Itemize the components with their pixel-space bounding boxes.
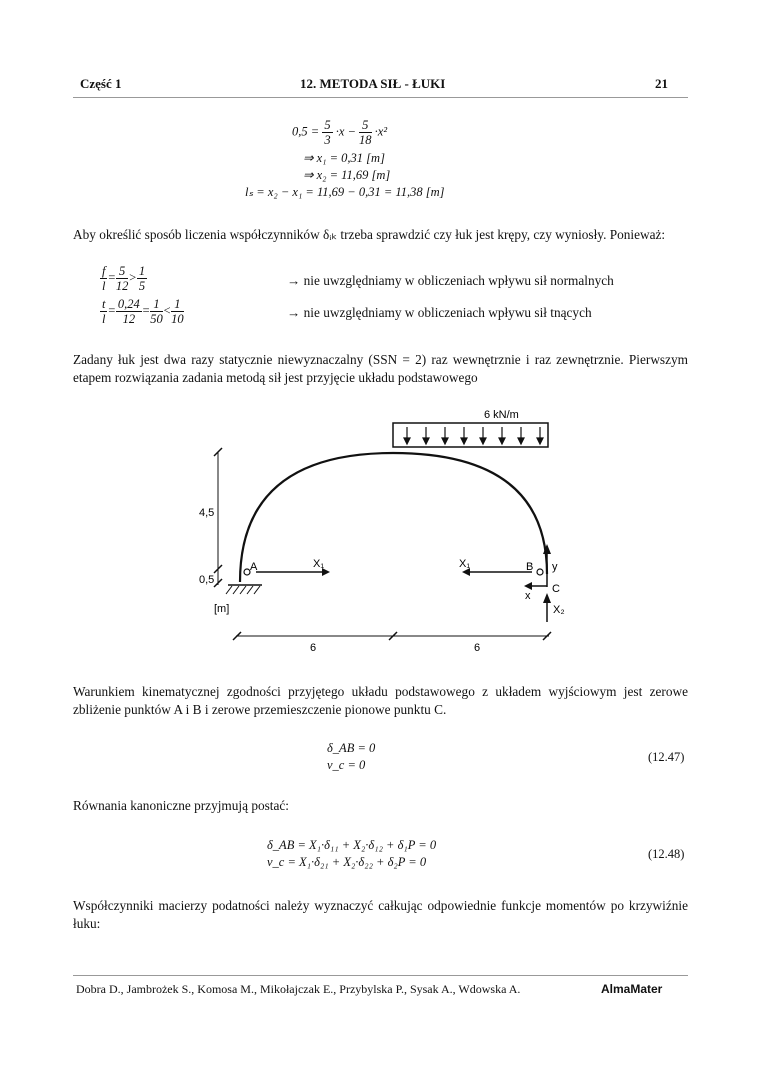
paragraph-canonical: Równania kanoniczne przyjmują postać: bbox=[73, 798, 290, 813]
load-box bbox=[393, 423, 548, 447]
load-arrows bbox=[404, 427, 543, 444]
footer-authors: Dobra D., Jambrożek S., Komosa M., Mikołajczak E., Przybylska P., Sysak A., Wdowska A. bbox=[76, 982, 521, 996]
height-label: 4,5 bbox=[199, 507, 215, 519]
condition-normal-forces: $\frac{f}{l}$ = $\frac{5}{12}$ > $\frac{1}{5}$ bbox=[102, 264, 146, 293]
paragraph-basic-system: Zadany łuk jest dwa razy statycznie niewyznaczalny (SSN = 2) raz wewnętrznie i raz zewnętrznie. Pierwszym etapem rozwiązania zadania metodą sił jest przyjęcie układu podstawowego bbox=[73, 352, 688, 385]
load-label: 6 kN/m bbox=[484, 409, 519, 421]
x1-left-label: X₁ bbox=[313, 558, 325, 570]
equation-ls: lₛ = x₂ − x₁ = 11,69 − 0,31 = 11,38 [m] bbox=[245, 185, 445, 199]
paragraph-flexibility: Współczynniki macierzy podatności należy wyznaczyć całkując odpowiednie funkcje momentów po krzywiźnie łuku: bbox=[73, 898, 688, 931]
condition-shear-text: → nie uwzględniamy w obliczeniach wpływu sił tnących bbox=[287, 305, 592, 320]
footer-brand: AlmaMater bbox=[601, 982, 663, 996]
x1-right-label: X₁ bbox=[459, 558, 471, 570]
point-b-label: B bbox=[526, 561, 534, 573]
axis-x-label: x bbox=[525, 590, 531, 602]
equation-x2: ⇒ x₂ = 11,69 [m] bbox=[303, 168, 391, 182]
equation-1248-line2: v_c = X₁·δ₂₁ + X₂·δ₂₂ + δ₂P = 0 bbox=[267, 855, 427, 869]
equation-1248-line1: δ_AB = X₁·δ₁₁ + X₂·δ₁₂ + δ₁P = 0 bbox=[267, 838, 437, 852]
equation-quadratic: 0,5 = $\frac{5}{3}$ ·x − $\frac{5}{18}$ ·x² bbox=[292, 118, 388, 147]
equation-x1: ⇒ x₁ = 0,31 [m] bbox=[303, 151, 385, 165]
arch-curve bbox=[240, 453, 547, 582]
paragraph-kinematic-condition: Warunkiem kinematycznej zgodności przyjętego układu podstawowego z układem wyjściowym jest zerowe zbliżenie punktów A i B i zerowe przemieszczenie pionowe punktu C. bbox=[73, 684, 688, 717]
footer-rule bbox=[73, 975, 688, 976]
x2-label: X₂ bbox=[553, 604, 565, 616]
header-page-number: 21 bbox=[655, 76, 668, 91]
header-section: Część 1 bbox=[80, 76, 122, 91]
condition-normal-text: → nie uwzględniamy w obliczeniach wpływu sił normalnych bbox=[287, 273, 614, 288]
hinge-b bbox=[537, 569, 543, 575]
header-chapter-title: 12. METODA SIŁ - ŁUKI bbox=[300, 76, 446, 91]
equation-1247-line1: δ_AB = 0 bbox=[327, 741, 376, 755]
equation-1248-number: (12.48) bbox=[648, 847, 685, 861]
paragraph-intro: Aby określić sposób liczenia współczynników δᵢₖ trzeba sprawdzić czy łuk jest krępy, czy wyniosły. Ponieważ: bbox=[73, 227, 666, 242]
offset-label: 0,5 bbox=[199, 574, 215, 586]
axis-y-label: y bbox=[552, 561, 558, 573]
arch-diagram bbox=[190, 400, 580, 665]
condition-shear-forces: $\frac{t}{l}$ = $\frac{0,24}{12}$ = $\frac{1}{50}$ < $\frac{1}{10}$ bbox=[102, 297, 184, 326]
span-right-label: 6 bbox=[474, 642, 481, 654]
point-c-label: C bbox=[552, 583, 560, 595]
equation-1247-line2: v_c = 0 bbox=[327, 758, 366, 772]
unit-label: [m] bbox=[214, 603, 230, 615]
header-rule bbox=[73, 97, 688, 98]
span-left-label: 6 bbox=[310, 642, 317, 654]
equation-1247-number: (12.47) bbox=[648, 750, 685, 764]
point-a-label: A bbox=[250, 561, 258, 573]
